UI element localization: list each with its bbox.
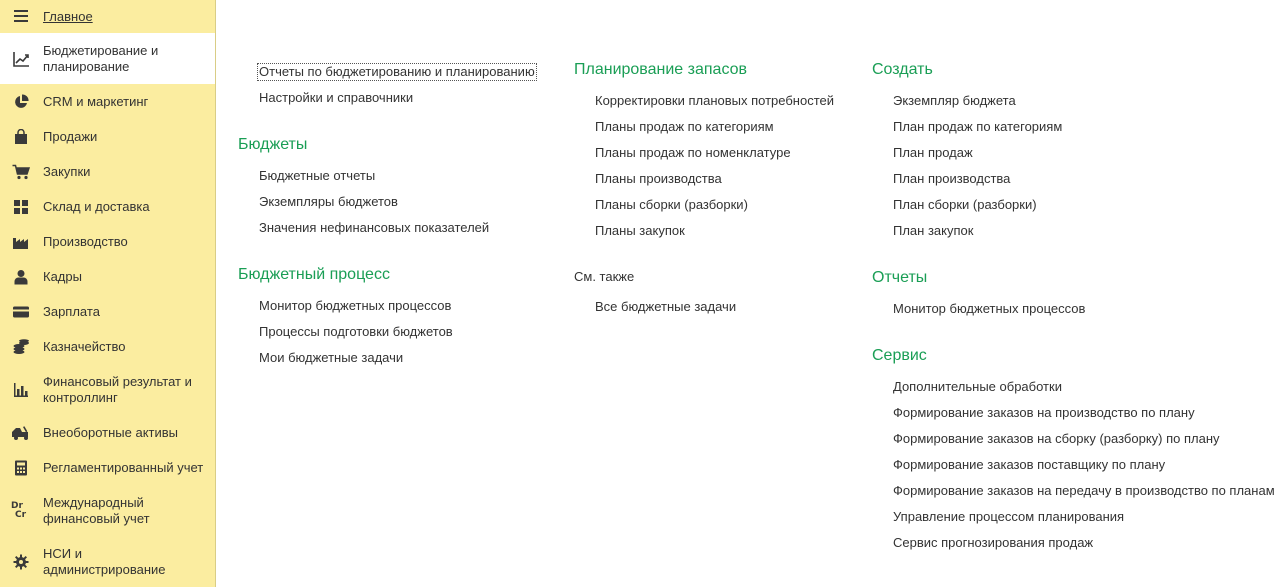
sections-panel: [0, 0, 216, 587]
link-create-production-plan[interactable]: План производства: [893, 171, 1011, 186]
sidebar-item-admin[interactable]: [0, 536, 215, 587]
shopping-bag-icon: [11, 127, 31, 147]
link-assembly-plans[interactable]: Планы сборки (разборки): [595, 197, 748, 212]
link-nonfinancial-values[interactable]: Значения нефинансовых показателей: [259, 220, 490, 235]
group-title-budget-process: Бюджетный процесс: [238, 266, 390, 283]
link-process-monitor[interactable]: Монитор бюджетных процессов: [259, 298, 452, 313]
calculator-icon: [11, 458, 31, 478]
sidebar-item-regulated-accounting[interactable]: [0, 450, 215, 485]
sidebar-item-production[interactable]: [0, 224, 215, 259]
link-production-orders-by-plan[interactable]: Формирование заказов на производство по плану: [893, 405, 1195, 420]
group-title-budgets: Бюджеты: [238, 136, 308, 153]
sidebar-item-sales[interactable]: [0, 119, 215, 154]
dr-cr-icon-bottom: Cr: [15, 510, 27, 520]
link-budget-prep-processes[interactable]: Процессы подготовки бюджетов: [259, 324, 453, 339]
link-sales-forecast-service[interactable]: Сервис прогнозирования продаж: [893, 535, 1094, 550]
group-title-service: Сервис: [872, 347, 927, 364]
sidebar-item-label: Производство: [43, 234, 128, 249]
sidebar-item-label: Регламентированный учет: [43, 460, 204, 475]
group-title-create: Создать: [872, 61, 933, 78]
link-my-budget-tasks[interactable]: Мои бюджетные задачи: [259, 350, 404, 365]
sidebar-item-crm[interactable]: [0, 84, 215, 119]
sidebar-item-salary[interactable]: [0, 294, 215, 329]
coins-icon: [11, 337, 31, 357]
sidebar-item-label: Продажи: [43, 129, 98, 144]
factory-icon: [11, 232, 31, 252]
sidebar-item-budgeting[interactable]: [0, 33, 215, 84]
link-create-purchase-plan[interactable]: План закупок: [893, 223, 974, 238]
link-production-plans[interactable]: Планы производства: [595, 171, 722, 186]
dr-cr-icon: [11, 501, 31, 521]
sidebar-item-label: НСИ и администрирование: [43, 546, 166, 577]
sidebar-item-label: CRM и маркетинг: [43, 94, 149, 109]
link-create-budget-instance[interactable]: Экземпляр бюджета: [893, 93, 1016, 108]
sidebar-item-warehouse[interactable]: [0, 189, 215, 224]
link-planning-process-management[interactable]: Управление процессом планирования: [893, 509, 1125, 524]
link-create-assembly-plan[interactable]: План сборки (разборки): [893, 197, 1037, 212]
link-budget-reports[interactable]: Отчеты по бюджетированию и планированию: [259, 64, 535, 79]
warehouse-grid-icon: [11, 197, 31, 217]
person-icon: [11, 267, 31, 287]
sidebar-item-label: Внеоборотные активы: [43, 425, 179, 440]
shopping-cart-icon: [11, 162, 31, 182]
link-assembly-orders-by-plan[interactable]: Формирование заказов на сборку (разборку) по плану: [893, 431, 1220, 446]
sidebar-item-financial-result[interactable]: [0, 364, 215, 415]
link-reports-process-monitor[interactable]: Монитор бюджетных процессов: [893, 301, 1086, 316]
gear-icon: [11, 552, 31, 572]
truck-icon: [11, 423, 31, 443]
sidebar-item-label: Финансовый результат и контроллинг: [43, 374, 192, 405]
budget-chart-icon: [11, 49, 31, 69]
link-settings-references[interactable]: Настройки и справочники: [259, 90, 414, 105]
sidebar-item-label: Зарплата: [43, 304, 100, 319]
sidebar-item-main[interactable]: [0, 0, 215, 33]
link-budget-statements[interactable]: Бюджетные отчеты: [259, 168, 376, 183]
link-sales-plans-nomenclature[interactable]: Планы продаж по номенклатуре: [595, 145, 791, 160]
link-create-sales-plan[interactable]: План продаж: [893, 145, 973, 160]
sidebar-item-label: Кадры: [43, 269, 82, 284]
link-purchase-plans[interactable]: Планы закупок: [595, 223, 685, 238]
sidebar-item-fixed-assets[interactable]: [0, 415, 215, 450]
section-commands-area: [216, 0, 1287, 587]
link-sales-plans-categories[interactable]: Планы продаж по категориям: [595, 119, 774, 134]
sidebar-item-treasury[interactable]: [0, 329, 215, 364]
sidebar-item-purchases[interactable]: [0, 154, 215, 189]
pie-chart-icon: [11, 92, 31, 112]
link-planned-needs-corrections[interactable]: Корректировки плановых потребностей: [595, 93, 835, 108]
group-title-see-also: См. также: [574, 269, 635, 284]
sidebar-item-label: Казначейство: [43, 339, 126, 354]
sidebar-item-label: Главное: [43, 9, 93, 24]
wallet-icon: [11, 302, 31, 322]
sidebar-item-label: Закупки: [43, 164, 91, 179]
link-all-budget-tasks[interactable]: Все бюджетные задачи: [595, 299, 737, 314]
sidebar-item-label: Бюджетирование и планирование: [43, 43, 159, 74]
group-title-inventory-planning: Планирование запасов: [574, 61, 748, 78]
sidebar-item-international-accounting[interactable]: [0, 485, 215, 536]
sidebar-item-label: Склад и доставка: [43, 199, 150, 214]
bar-chart-icon: [11, 380, 31, 400]
sidebar-item-label: Международный финансовый учет: [43, 495, 150, 526]
hamburger-menu-icon: [11, 6, 31, 26]
link-create-sales-plan-categories[interactable]: План продаж по категориям: [893, 119, 1063, 134]
group-title-reports: Отчеты: [872, 269, 928, 286]
dr-cr-icon-top: Dr: [11, 501, 23, 511]
link-budget-instances[interactable]: Экземпляры бюджетов: [259, 194, 398, 209]
link-transfer-orders-by-plans[interactable]: Формирование заказов на передачу в производство по планам: [893, 483, 1275, 498]
link-supplier-orders-by-plan[interactable]: Формирование заказов поставщику по плану: [893, 457, 1166, 472]
sidebar-item-hr[interactable]: [0, 259, 215, 294]
link-additional-processing[interactable]: Дополнительные обработки: [893, 379, 1062, 394]
